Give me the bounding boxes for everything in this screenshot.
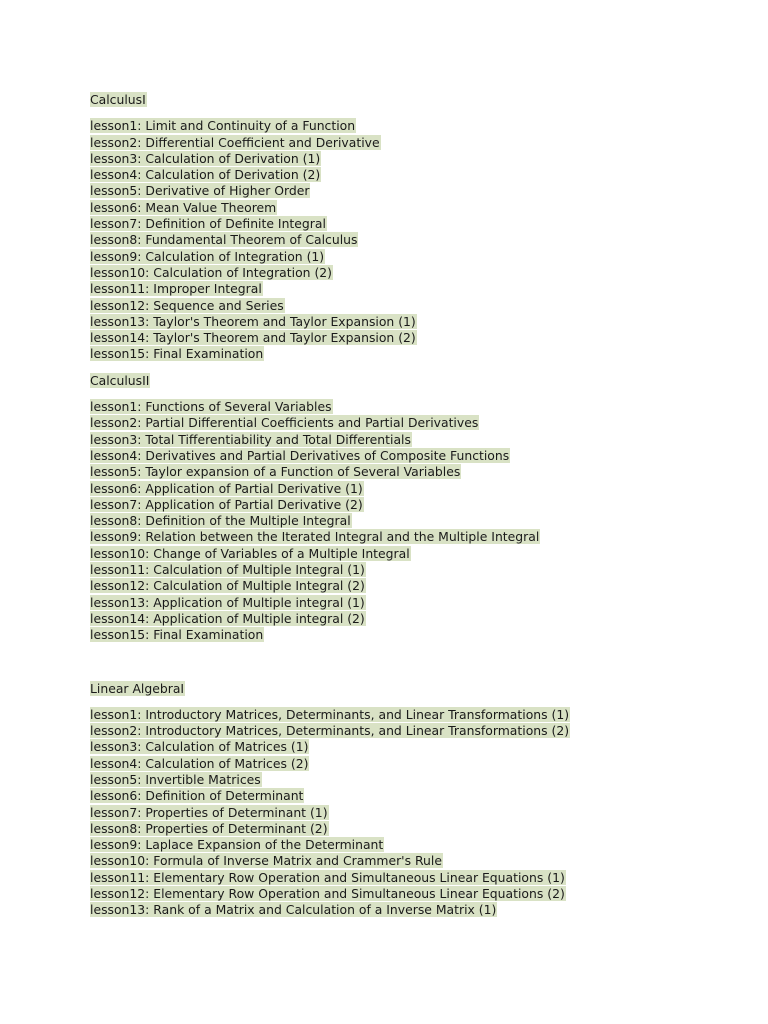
lesson-item: lesson6: Mean Value Theorem (90, 199, 277, 215)
lesson-item: lesson11: Elementary Row Operation and Simultaneous Linear Equations (1) (90, 869, 565, 885)
lesson-item: lesson10: Change of Variables of a Multiple Integral (90, 545, 410, 561)
lesson-item: lesson11: Calculation of Multiple Integral (1) (90, 562, 365, 578)
lesson-item: lesson5: Taylor expansion of a Function of Several Variables (90, 464, 461, 480)
lesson-item: lesson8: Fundamental Theorem of Calculus (90, 232, 358, 248)
lesson-item: lesson2: Differential Coefficient and Derivative (90, 134, 380, 150)
lesson-item: lesson2: Partial Differential Coefficients and Partial Derivatives (90, 415, 479, 431)
section-title-text: CalculusII (90, 372, 150, 388)
lesson-item: lesson3: Total Tifferentiability and Total Differentials (90, 431, 411, 447)
lesson-item: lesson1: Introductory Matrices, Determinants, and Linear Transformations (1) (90, 706, 570, 722)
lesson-list (90, 118, 730, 362)
lesson-item: lesson5: Invertible Matrices (90, 771, 261, 787)
lesson-item: lesson14: Taylor's Theorem and Taylor Expansion (2) (90, 330, 416, 346)
lesson-list (90, 399, 730, 643)
section-title (90, 681, 730, 697)
section-linear-algebra-1 (90, 681, 730, 919)
lesson-item: lesson12: Calculation of Multiple Integral (2) (90, 578, 365, 594)
lesson-item: lesson1: Functions of Several Variables (90, 399, 332, 415)
lesson-item: lesson12: Elementary Row Operation and Simultaneous Linear Equations (2) (90, 886, 565, 902)
lesson-item: lesson7: Definition of Definite Integral (90, 216, 326, 232)
section-title-text: CalculusI (90, 92, 146, 107)
lesson-item: lesson6: Application of Partial Derivative (1) (90, 480, 363, 496)
section-calculus-2 (90, 373, 730, 644)
lesson-item: lesson7: Application of Partial Derivative (2) (90, 496, 363, 512)
lesson-item: lesson10: Formula of Inverse Matrix and Crammer's Rule (90, 853, 442, 869)
lesson-item: lesson4: Derivatives and Partial Derivatives of Composite Functions (90, 447, 510, 463)
lesson-item: lesson13: Application of Multiple integral (1) (90, 594, 365, 610)
lesson-item: lesson9: Calculation of Integration (1) (90, 248, 325, 264)
lesson-item: lesson2: Introductory Matrices, Determinants, and Linear Transformations (2) (90, 723, 570, 739)
document-page (90, 92, 730, 919)
lesson-item: lesson9: Relation between the Iterated Integral and the Multiple Integral (90, 529, 540, 545)
lesson-item: lesson3: Calculation of Matrices (1) (90, 739, 309, 755)
lesson-item: lesson13: Rank of a Matrix and Calculation of a Inverse Matrix (1) (90, 902, 497, 918)
section-title (90, 92, 730, 108)
lesson-item: lesson3: Calculation of Derivation (1) (90, 150, 321, 166)
lesson-item: lesson8: Definition of the Multiple Integral (90, 513, 351, 529)
lesson-item: lesson5: Derivative of Higher Order (90, 183, 310, 199)
lesson-item: lesson10: Calculation of Integration (2) (90, 264, 332, 280)
lesson-list (90, 707, 730, 919)
section-calculus-1 (90, 92, 730, 363)
lesson-item: lesson8: Properties of Determinant (2) (90, 820, 328, 836)
lesson-item: lesson4: Calculation of Matrices (2) (90, 755, 309, 771)
lesson-item: lesson9: Laplace Expansion of the Determinant (90, 837, 384, 853)
lesson-item: lesson1: Limit and Continuity of a Function (90, 118, 356, 134)
lesson-item: lesson14: Application of Multiple integral (2) (90, 610, 365, 626)
lesson-item: lesson7: Properties of Determinant (1) (90, 804, 328, 820)
lesson-item: lesson4: Calculation of Derivation (2) (90, 167, 321, 183)
lesson-item: lesson13: Taylor's Theorem and Taylor Expansion (1) (90, 313, 416, 329)
lesson-item: lesson6: Definition of Determinant (90, 788, 304, 804)
section-title (90, 373, 730, 389)
section-title-text: Linear AlgebraI (90, 680, 185, 696)
lesson-item: lesson11: Improper Integral (90, 281, 262, 297)
lesson-item: lesson12: Sequence and Series (90, 297, 284, 313)
lesson-item: lesson15: Final Examination (90, 627, 264, 643)
lesson-item: lesson15: Final Examination (90, 346, 264, 362)
